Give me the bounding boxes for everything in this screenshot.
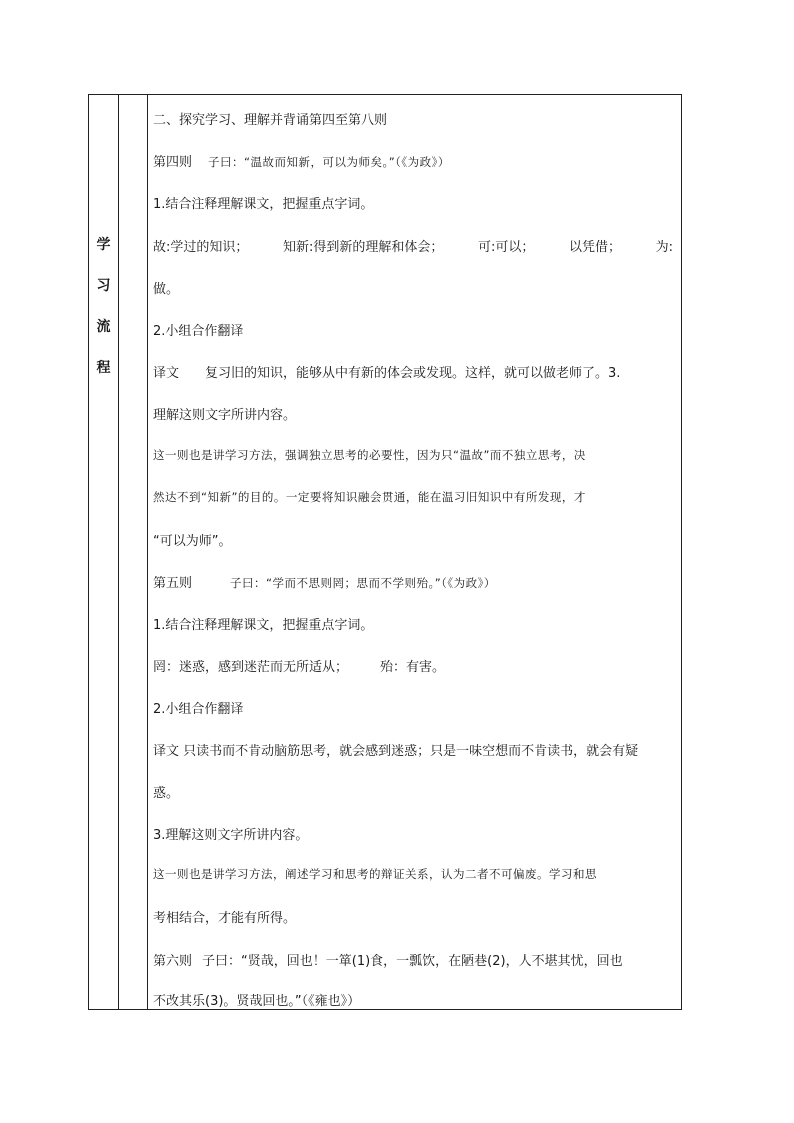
vocab-item: 殆：有害。 — [380, 660, 446, 675]
side-label-char: 学 — [96, 237, 111, 253]
passage-heading-4 — [153, 151, 673, 170]
passage-heading-5 — [153, 572, 673, 591]
vocab-item: 故:学过的知识； — [153, 240, 249, 255]
translation-label: 译文 — [153, 366, 180, 381]
translation-text: 惑。 — [153, 786, 180, 801]
passage-number: 第五则 — [153, 576, 193, 591]
side-label-char: 流 — [96, 319, 111, 335]
vocab-item: 可:可以； — [477, 240, 535, 255]
explanation-text: 然达不到“知新”的目的。一定要将知识融会贯通，能在温习旧知识中有所发现，才 — [153, 490, 586, 504]
task-text: 1.结合注释理解课文，把握重点字词。 — [153, 618, 374, 633]
side-label-char: 习 — [96, 278, 111, 294]
lesson-table — [88, 94, 682, 1010]
passage-quote: 子曰：“学而不思则罔；思而不学则殆。”（《为政》） — [230, 576, 496, 590]
section-label-learning-process — [89, 225, 118, 389]
explanation-text: 这一则也是讲学习方法，强调独立思考的必要性，因为只“温故”而不独立思考，决 — [153, 448, 586, 462]
task-text: 2.小组合作翻译 — [153, 324, 244, 339]
task-text: 3.理解这则文字所讲内容。 — [153, 828, 309, 843]
vocab-line — [153, 656, 673, 675]
vocab-item: 为: — [655, 240, 673, 255]
task-text: 2.小组合作翻译 — [153, 702, 244, 717]
side-label-char: 程 — [96, 360, 111, 376]
passage-number: 第六则 — [153, 954, 193, 969]
passage-number: 第四则 — [153, 155, 193, 170]
passage-quote: 子曰：“温故而知新，可以为师矣。”（《为政》） — [208, 155, 450, 169]
section-heading: 二、探究学习、理解并背诵第四至第八则 — [153, 113, 388, 128]
vocab-item: 以凭借； — [568, 240, 621, 255]
vocab-line — [153, 236, 673, 255]
column-divider — [147, 95, 148, 1009]
passage-heading-6 — [153, 950, 673, 969]
passage-quote-continued: 不改其乐(3)。贤哉回也。”（《雍也》） — [153, 994, 361, 1009]
translation-line — [153, 362, 673, 381]
translation-text: 译文 只读书而不肯动脑筋思考，就会感到迷惑；只是一味空想而不肯读书，就会有疑 — [153, 744, 639, 759]
translation-text: 复习旧的知识，能够从中有新的体会或发现。这样，就可以做老师了。3. — [205, 366, 621, 381]
task-text: 1.结合注释理解课文，把握重点字词。 — [153, 197, 374, 212]
explanation-text: “可以为师”。 — [153, 534, 232, 549]
vocab-item: 知新:得到新的理解和体会； — [282, 240, 444, 255]
vocab-item: 罔：迷惑，感到迷茫而无所适从； — [153, 660, 349, 675]
passage-quote: 子曰：“贤哉，回也！一箪(1)食，一瓢饮，在陋巷(2)，人不堪其忧，回也 — [202, 954, 623, 969]
vocab-text-continued: 做。 — [153, 282, 180, 297]
explanation-text: 这一则也是讲学习方法，阐述学习和思考的辩证关系，认为二者不可偏废。学习和思 — [153, 867, 597, 881]
task-text: 理解这则文字所讲内容。 — [153, 408, 297, 423]
column-divider — [118, 95, 119, 1009]
explanation-text: 考相结合，才能有所得。 — [153, 911, 297, 926]
